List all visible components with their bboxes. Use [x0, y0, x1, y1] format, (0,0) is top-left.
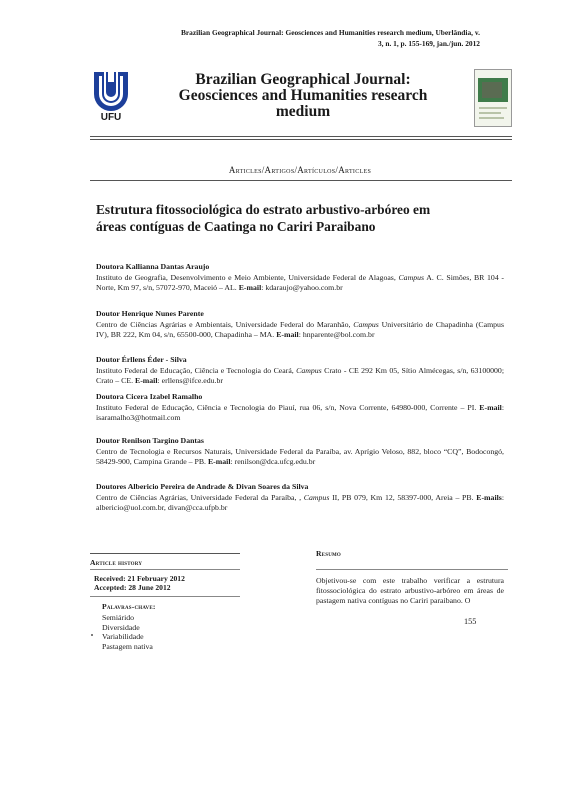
author-affiliation: Centro de Ciências Agrárias, Universidade Federal da Paraíba, , Campus II, PB 079, Km 12, 58397-000, Areia – PB. E-mails: albericio@uol.com.br, divan@cca.ufpb.br — [96, 492, 504, 513]
keyword: Variabilidade — [102, 632, 144, 642]
header-rule — [90, 136, 512, 137]
article-title-line1: Estrutura fitossociológica do estrato arbustivo-arbóreo em — [96, 202, 431, 217]
author-block — [96, 436, 504, 468]
author-block — [96, 309, 504, 341]
keywords-title: Palavras-chave: — [102, 602, 156, 611]
ufu-logo-text: UFU — [100, 112, 122, 123]
author-block — [96, 355, 504, 387]
section-rule — [90, 180, 512, 181]
running-head-line1: Brazilian Geographical Journal: Geosciences and Humanities research medium, Uberlândia, v. — [180, 28, 480, 37]
journal-title — [138, 72, 468, 120]
journal-title-line1: Brazilian Geographical Journal: — [195, 71, 411, 88]
author-affiliation: Instituto Federal de Educação, Ciência e Tecnologia do Piauí, rua 06, s/n, Nova Corrente, 64980-000, Corrente – PI. E-mail: isaramalho3@hotmail.com — [96, 402, 504, 423]
cover-photo — [482, 82, 502, 98]
keyword: Pastagem nativa — [102, 641, 153, 651]
author-name: Doutor Érllens Éder - Silva — [96, 355, 187, 364]
author-affiliation: Instituto Federal de Educação, Ciência e Tecnologia do Ceará, Campus Crato - CE 292 Km 05, Sítio Almécegas, s/n, 63100000; Crato – CE. E-mail: erllens@ifce.edu.br — [96, 365, 504, 386]
history-mid-rule — [90, 569, 240, 570]
accepted-date: Accepted: 28 June 2012 — [94, 583, 171, 592]
author-name: Doutora Cicera Izabel Ramalho — [96, 392, 203, 401]
author-block — [96, 392, 504, 424]
journal-title-line3: medium — [275, 103, 331, 120]
keyword: Diversidade — [102, 622, 140, 632]
author-name: Doutor Renilson Targino Dantas — [96, 436, 204, 445]
cover-line — [479, 107, 507, 109]
section-label: Articles/Artigos/Artículos/Articles — [228, 165, 372, 175]
history-top-rule — [90, 553, 240, 554]
resumo-title: Resumo — [316, 549, 342, 558]
author-affiliation: Instituto de Geografia, Desenvolvimento e Meio Ambiente, Universidade Federal de Alagoas, Campus A. C. Simões, BR 104 - Norte, Km 97, s/n, 57072-970, Maceió – AL. E-mail: kdaraujo@yahoo.com.br — [96, 272, 504, 293]
author-block — [96, 262, 504, 294]
journal-cover-thumbnail — [474, 69, 512, 127]
running-head-line2: 3, n. 1, p. 155-169, jan./jun. 2012 — [377, 39, 480, 48]
received-date: Received: 21 February 2012 — [94, 574, 185, 583]
resumo-rule — [316, 569, 508, 570]
author-name: Doutores Albericio Pereira de Andrade & Divan Soares da Silva — [96, 482, 309, 491]
article-history-dates — [94, 574, 185, 592]
ufu-logo — [90, 70, 132, 126]
author-affiliation: Centro de Ciências Agrárias e Ambientais, Universidade Federal do Maranhão, Campus Universitário de Chapadinha (Campus IV), BR 222, Km 04, s/n, 65500-000, Chapadinha – MA. E-mail: hnparente@bol.com.br — [96, 319, 504, 340]
keywords-list — [102, 613, 153, 651]
cover-line — [479, 112, 501, 114]
running-head — [60, 27, 480, 49]
page-number: 155 — [464, 617, 477, 626]
journal-title-line2: Geosciences and Humanities research — [178, 87, 428, 104]
header-rule-2 — [90, 139, 512, 140]
cover-line — [479, 117, 504, 119]
history-bottom-rule — [90, 596, 240, 597]
author-block — [96, 482, 504, 514]
resumo-text: Objetivou-se com este trabalho verificar a estrutura fitossociológica do estrato arbustivo-arbóreo em áreas de pastagem nativa contíguas no Cariri paraibano. O — [316, 576, 504, 606]
article-title-line2: áreas contíguas de Caatinga no Cariri Paraibano — [96, 218, 376, 234]
author-affiliation: Centro de Tecnologia e Recursos Naturais, Universidade Federal da Paraíba, av. Aprígio Veloso, 882, bloco “CQ”, Bodocongó, 58429-900, Campina Grande – PB. E-mail: renilson@dca.ufcg.edu.br — [96, 446, 504, 467]
author-name: Doutor Henrique Nunes Parente — [96, 309, 204, 318]
stray-mark — [91, 634, 93, 636]
article-history-title: Article history — [90, 558, 143, 567]
keyword: Semiárido — [102, 613, 135, 622]
article-title — [96, 202, 506, 235]
author-name: Doutora Kallianna Dantas Araujo — [96, 262, 210, 271]
